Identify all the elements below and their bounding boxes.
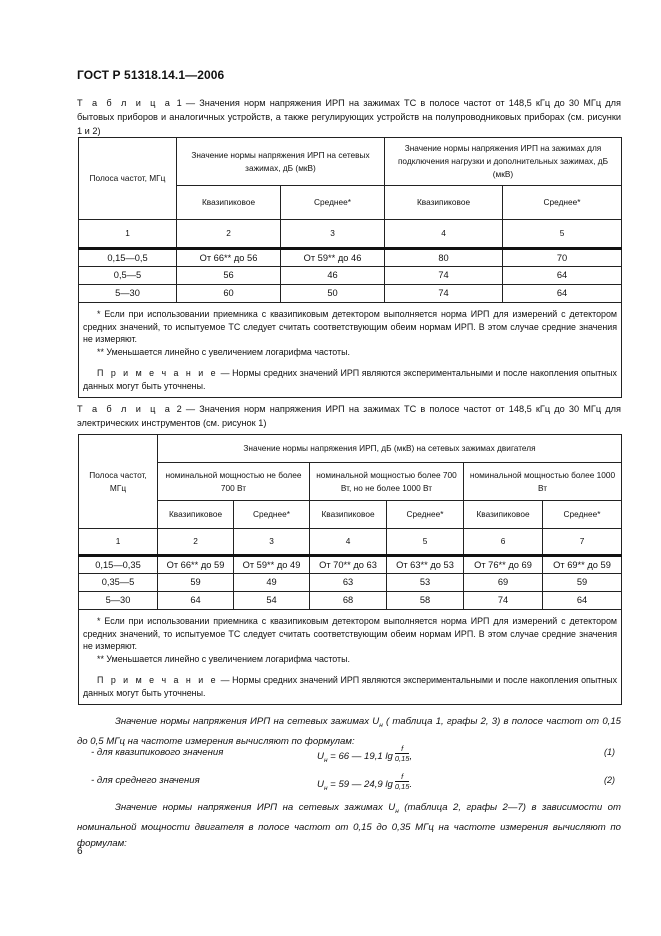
table-row [79, 592, 622, 610]
table-cell: 54 [234, 592, 310, 610]
table2-caption-number: 2 [176, 404, 182, 414]
table-row [79, 267, 622, 285]
page-number: 6 [77, 846, 83, 857]
table1-column-numbers [79, 220, 622, 249]
formula-row-2 [77, 768, 621, 796]
fraction-numerator: f [395, 744, 410, 754]
table2-notes [79, 610, 622, 705]
table2-power-group: номинальной мощностью не более 700 Вт [158, 463, 310, 501]
table-cell: 64 [158, 592, 234, 610]
formula-number: (1) [604, 747, 615, 757]
formula-rhs: = 66 — 19,1 lg [327, 751, 393, 763]
table-cell: 64 [543, 592, 622, 610]
table-cell: 59 [158, 574, 234, 592]
table-cell: 74 [464, 592, 543, 610]
col-number: 2 [158, 529, 234, 556]
table-cell: От 70** до 63 [310, 556, 387, 574]
col-number: 1 [79, 220, 177, 249]
table2-header-group: Значение нормы напряжения ИРП, дБ (мкВ) на сетевых зажимах двигателя [158, 435, 622, 463]
table1-subheader: Среднее* [281, 186, 385, 220]
table-cell: 0,5—5 [79, 267, 177, 285]
table2-power-group: номинальной мощностью более 1000 Вт [464, 463, 622, 501]
col-number: 4 [310, 529, 387, 556]
table-cell: 0,35—5 [79, 574, 158, 592]
intro-text: (таблица 2, графы 2—7) в зависимости от номинальной мощности двигателя в полосе частот от 0,15 до 0,35 МГц на частоте измерения вычисляют по формулам: [77, 802, 622, 849]
table-cell: 74 [385, 285, 503, 303]
table1-header-band: Полоса частот, МГц [79, 138, 177, 220]
table1-notes [79, 303, 622, 398]
intro-text: Значение нормы напряжения ИРП на сетевых зажимах U [115, 716, 380, 727]
table-cell: 58 [387, 592, 464, 610]
table1-note [83, 367, 617, 392]
table2-subheader: Среднее* [387, 501, 464, 529]
table-cell: От 66** до 59 [158, 556, 234, 574]
table-cell: 64 [503, 267, 622, 285]
col-number: 3 [281, 220, 385, 249]
table-cell: 56 [177, 267, 281, 285]
table1-subheader: Квазипиковое [385, 186, 503, 220]
table-row [79, 556, 622, 574]
table-cell: 5—30 [79, 285, 177, 303]
table2-column-numbers [79, 529, 622, 556]
table-cell: 74 [385, 267, 503, 285]
footnote-double-asterisk: ** Уменьшается линейно с увеличением логарифма частоты. [97, 653, 350, 664]
table1-caption-text: — Значения норм напряжения ИРП на зажимах ТС в полосе частот от 148,5 кГц до 30 МГц для бытовых приборов и аналогичных устройств, а также регулирующих устройств на полупроводниковых приборах (см. рисунки 1 и 2) [77, 98, 621, 136]
table2-subheader: Среднее* [543, 501, 622, 529]
table-cell: От 59** до 49 [234, 556, 310, 574]
table1-caption-number: 1 [176, 98, 182, 108]
table2-power-group: номинальной мощностью более 700 Вт, но не более 1000 Вт [310, 463, 464, 501]
col-number: 3 [234, 529, 310, 556]
col-number: 1 [79, 529, 158, 556]
table2-subheader: Квазипиковое [464, 501, 543, 529]
table1-subheader: Среднее* [503, 186, 622, 220]
formula-lhs: U [317, 779, 324, 791]
subscript: н [323, 784, 328, 792]
table-cell: 69 [464, 574, 543, 592]
table2-subheader: Среднее* [234, 501, 310, 529]
table-cell: 80 [385, 249, 503, 267]
table1-subheader: Квазипиковое [177, 186, 281, 220]
formula-label: - для среднего значения [91, 775, 200, 786]
table2 [78, 434, 622, 705]
formula-row-1 [77, 740, 621, 768]
table-cell: От 63** до 53 [387, 556, 464, 574]
formula-end: . [409, 779, 413, 791]
table2-caption-text: — Значения норм напряжения ИРП на зажимах ТС в полосе частот от 148,5 кГц до 30 МГц для электрических инструментов (см. рисунок 1) [77, 404, 621, 428]
subscript: н [379, 721, 383, 729]
note-label: П р и м е ч а н и е [97, 368, 218, 379]
fraction [394, 744, 413, 763]
table-cell: 5—30 [79, 592, 158, 610]
table-cell: 63 [310, 574, 387, 592]
formula-label: - для квазипикового значения [91, 747, 224, 758]
table-cell: От 66** до 56 [177, 249, 281, 267]
document-header: ГОСТ Р 51318.14.1—2006 [77, 68, 225, 82]
table2-header-band: Полоса частот, МГц [79, 435, 158, 529]
formula-expression [317, 772, 413, 794]
table-cell: 49 [234, 574, 310, 592]
table2-subheader: Квазипиковое [310, 501, 387, 529]
table1-header-mains: Значение нормы напряжения ИРП на сетевых зажимах, дБ (мкВ) [177, 138, 385, 186]
subscript: н [395, 807, 399, 815]
intro-text: ( таблица 1, графы 2, 3) в полосе частот от 0,15 до 0,5 МГц на частоте измерения вычисляют по формулам: [77, 716, 621, 747]
table-cell: 0,15—0,5 [79, 249, 177, 267]
table-cell: 50 [281, 285, 385, 303]
formula-intro-2 [77, 800, 621, 852]
table-row [79, 285, 622, 303]
table-cell: От 59** до 46 [281, 249, 385, 267]
table-cell: От 69** до 59 [543, 556, 622, 574]
footnote-asterisk: * Если при использовании приемника с квазипиковым детектором выполняется норма ИРП для измерений с детектором средних значений, то испытуемое ТС следует считать соответствующим обеим нормам ИРП. В этом случае средние значения не измеряют. [83, 309, 618, 345]
formula-rhs: = 59 — 24,9 lg [327, 779, 393, 791]
formula-number: (2) [604, 775, 615, 785]
fraction [394, 772, 413, 791]
formula-lhs: U [317, 751, 324, 763]
col-number: 5 [387, 529, 464, 556]
note-text: — Нормы средних значений ИРП являются экспериментальными и после накопления опытных данных могут быть уточнены. [83, 368, 617, 391]
table1-caption-label: Т а б л и ц а [77, 98, 173, 108]
col-number: 4 [385, 220, 503, 249]
table-cell: От 76** до 69 [464, 556, 543, 574]
table-cell: 64 [503, 285, 622, 303]
fraction-denominator: 0,15 [394, 782, 410, 791]
table-cell: 68 [310, 592, 387, 610]
note-label: П р и м е ч а н и е [97, 675, 218, 686]
col-number: 2 [177, 220, 281, 249]
subscript: н [323, 756, 328, 764]
note-text: — Нормы средних значений ИРП являются экспериментальными и после накопления опытных данных могут быть уточнены. [83, 675, 618, 698]
col-number: 6 [464, 529, 543, 556]
table-row [79, 249, 622, 267]
table2-note [83, 674, 617, 699]
table1-header-load: Значение нормы напряжения ИРП на зажимах для подключения нагрузки и дополнительных зажимах, дБ (мкВ) [385, 138, 622, 186]
footnote-double-asterisk: ** Уменьшается линейно с увеличением логарифма частоты. [97, 346, 350, 357]
table1-caption [77, 96, 621, 138]
col-number: 5 [503, 220, 622, 249]
table2-caption [77, 402, 621, 430]
table-row [79, 574, 622, 592]
formula-end: , [409, 751, 413, 763]
table-cell: 60 [177, 285, 281, 303]
fraction-denominator: 0,15 [394, 754, 410, 763]
table1 [78, 137, 622, 398]
col-number: 7 [543, 529, 622, 556]
fraction-numerator: f [395, 772, 410, 782]
table-cell: 59 [543, 574, 622, 592]
table-cell: 70 [503, 249, 622, 267]
table-cell: 46 [281, 267, 385, 285]
footnote-asterisk: * Если при использовании приемника с квазипиковым детектором выполняется норма ИРП для измерений с детектором средних значений, то испытуемое ТС следует считать соответствующим обеим нормам ИРП. В этом случае средние значения не измеряют. [83, 616, 618, 652]
formula-expression [317, 744, 413, 766]
intro-text: Значение нормы напряжения ИРП на сетевых зажимах U [115, 802, 396, 813]
table-cell: 0,15—0,35 [79, 556, 158, 574]
table-cell: 53 [387, 574, 464, 592]
table2-subheader: Квазипиковое [158, 501, 234, 529]
table2-caption-label: Т а б л и ц а [77, 404, 173, 414]
